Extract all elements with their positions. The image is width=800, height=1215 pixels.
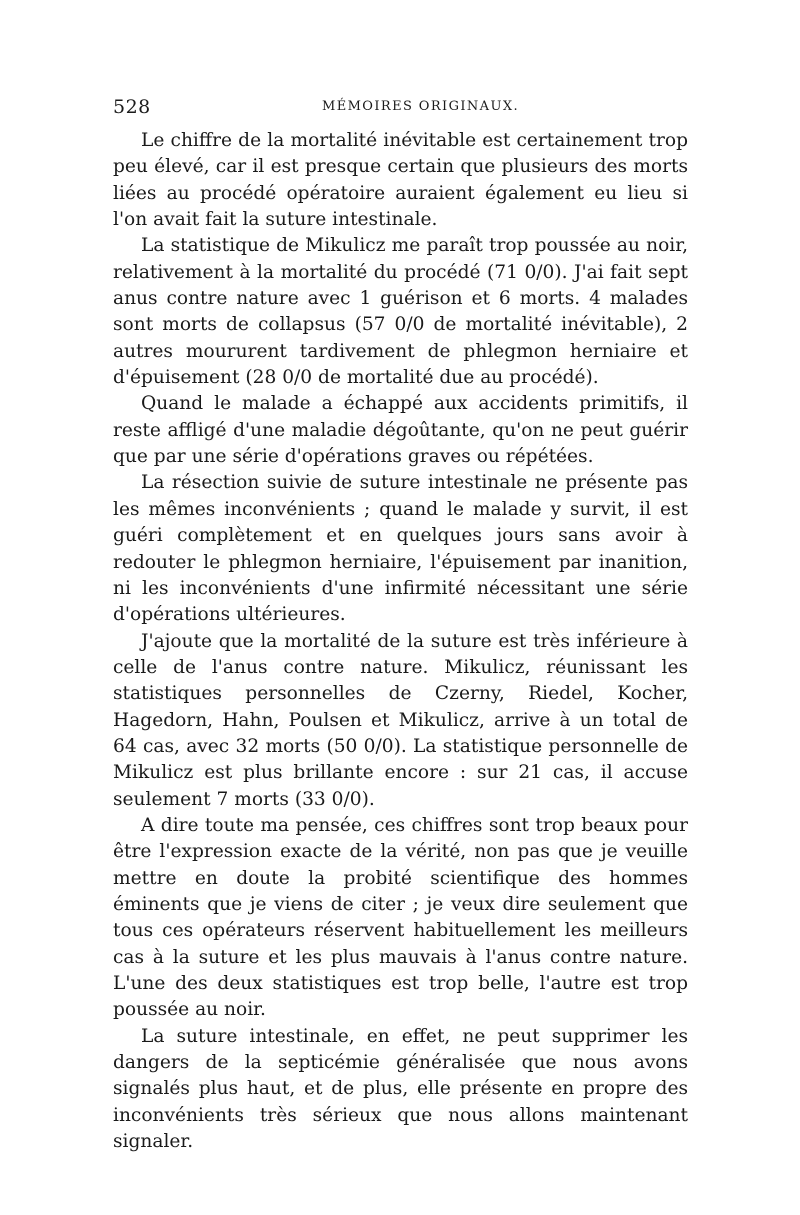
paragraph: Le chiffre de la mortalité inévitable est certainement trop peu élevé, car il est presque certain que plusieurs des morts liées au procédé opératoire auraient également eu lieu si l'on avait fait la suture intestinale. [113, 130, 688, 231]
page-header [113, 96, 688, 118]
paragraph: La résection suivie de suture intestinale ne présente pas les mêmes inconvénients ; quand le malade y survit, il est guéri complètement et en quelques jours sans avoir à redouter le phlegmon herniaire, l'épuisement par inanition, ni les inconvénients d'une infirmité nécessitant une série d'opérations ultérieures. [113, 472, 688, 626]
paragraph: Quand le malade a échappé aux accidents primitifs, il reste affligé d'une maladie dégoûtante, qu'on ne peut guérir que par une série d'opérations graves ou répétées. [113, 393, 688, 468]
body-text [113, 128, 688, 1155]
running-title: MÉMOIRES ORIGINAUX. [321, 99, 520, 114]
page-number: 528 [113, 96, 151, 118]
paragraph: A dire toute ma pensée, ces chiffres sont trop beaux pour être l'expression exacte de la vérité, non pas que je veuille mettre en doute la probité scientifique des hommes éminents que je viens de citer ; je veux dire seulement que tous ces opérateurs réservent habituellement les meilleurs cas à la suture et les plus mauvais à l'anus contre nature. L'une des deux statistiques est trop belle, l'autre est trop poussée au noir. [113, 814, 688, 1021]
paragraph: J'ajoute que la mortalité de la suture est très inférieure à celle de l'anus contre nature. Mikulicz, réunissant les statistiques personnelles de Czerny, Riedel, Kocher, Hagedorn, Hahn, Poulsen et Mikulicz, arrive à un total de 64 cas, avec 32 morts (50 0/0). La statistique personnelle de Mikulicz est plus brillante encore : sur 21 cas, il accuse seulement 7 morts (33 0/0). [113, 630, 688, 810]
paragraph: La statistique de Mikulicz me paraît trop poussée au noir, relativement à la mortalité du procédé (71 0/0). J'ai fait sept anus contre nature avec 1 guérison et 6 morts. 4 malades sont morts de collapsus (57 0/0 de mortalité inévitable), 2 autres moururent tardivement de phlegmon herniaire et d'épuisement (28 0/0 de mortalité due au procédé). [113, 235, 688, 389]
paragraph: La suture intestinale, en effet, ne peut supprimer les dangers de la septicémie généralisée que nous avons signalés plus haut, et de plus, elle présente en propre des inconvénients très sérieux que nous allons maintenant signaler. [113, 1025, 688, 1153]
book-page [113, 96, 688, 1155]
